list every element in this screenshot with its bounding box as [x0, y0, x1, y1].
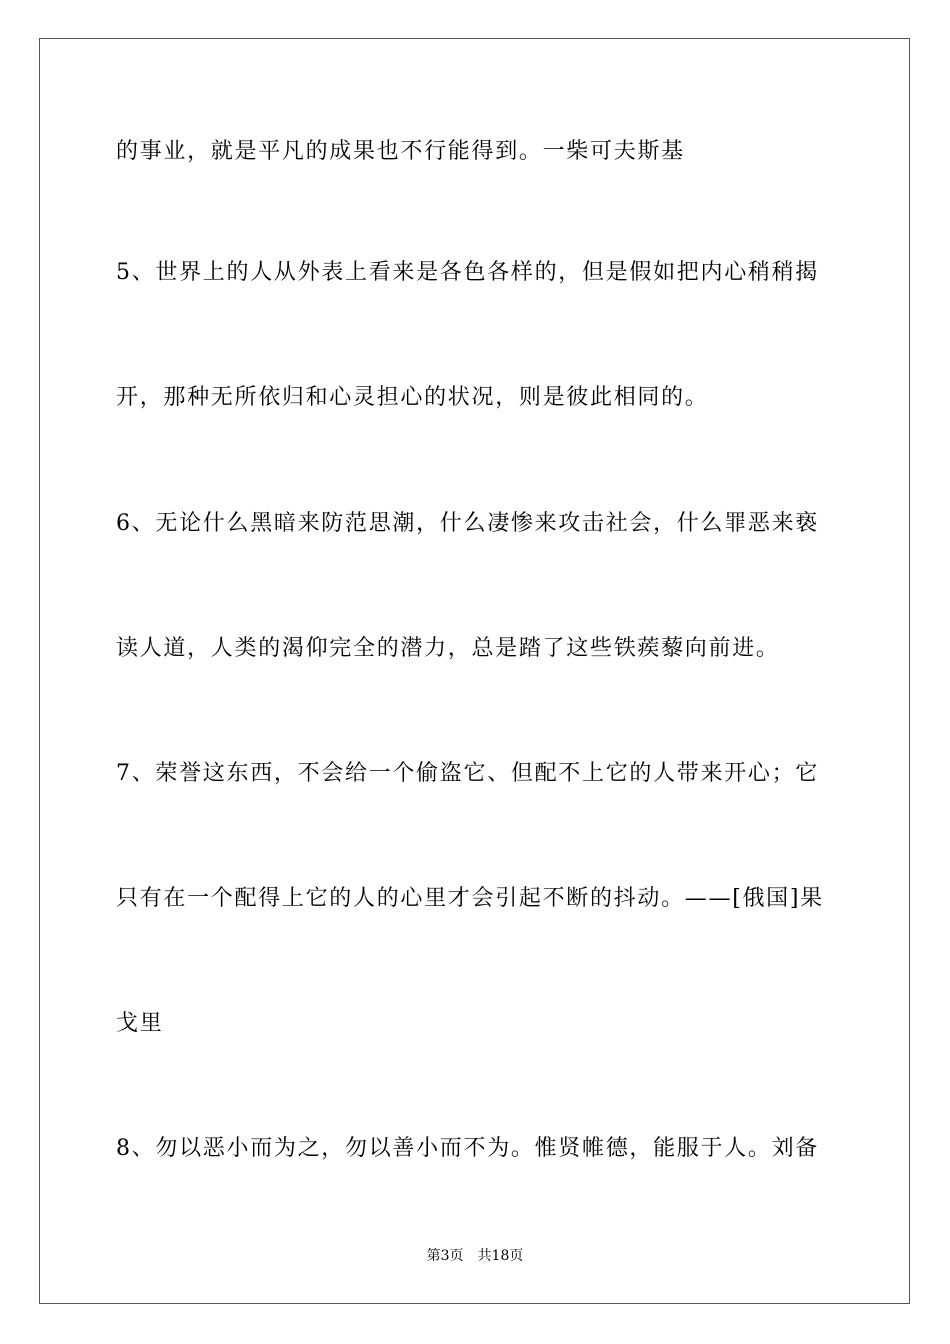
text-line: 8、勿以恶小而为之，勿以善小而不为。惟贤帷德，能服于人。刘备 [116, 1136, 819, 1161]
text-line: 开，那种无所依归和心灵担心的状况，则是彼此相同的。 [116, 385, 709, 410]
text-line: 5、世界上的人从外表上看来是各色各样的，但是假如把内心稍稍揭 [116, 260, 819, 285]
text-line: 戈里 [116, 1011, 164, 1036]
text-line: 7、荣誉这东西，不会给一个偷盗它、但配不上它的人带来开心；它 [116, 761, 819, 786]
page-footer [0, 1247, 950, 1265]
page-total: 共18页 [477, 1248, 524, 1264]
page-frame [39, 38, 910, 1304]
text-line: 读人道，人类的渴仰完全的潜力，总是踏了这些铁蒺藜向前进。 [116, 636, 780, 661]
text-line: 的事业，就是平凡的成果也不行能得到。一柴可夫斯基 [116, 139, 685, 164]
text-line: 6、无论什么黑暗来防范思潮，什么凄惨来攻击社会，什么罪恶来亵 [116, 511, 819, 536]
text-line: 只有在一个配得上它的人的心里才会引起不断的抖动。——[俄国]果 [116, 886, 824, 911]
page-number: 第3页 [426, 1248, 464, 1264]
